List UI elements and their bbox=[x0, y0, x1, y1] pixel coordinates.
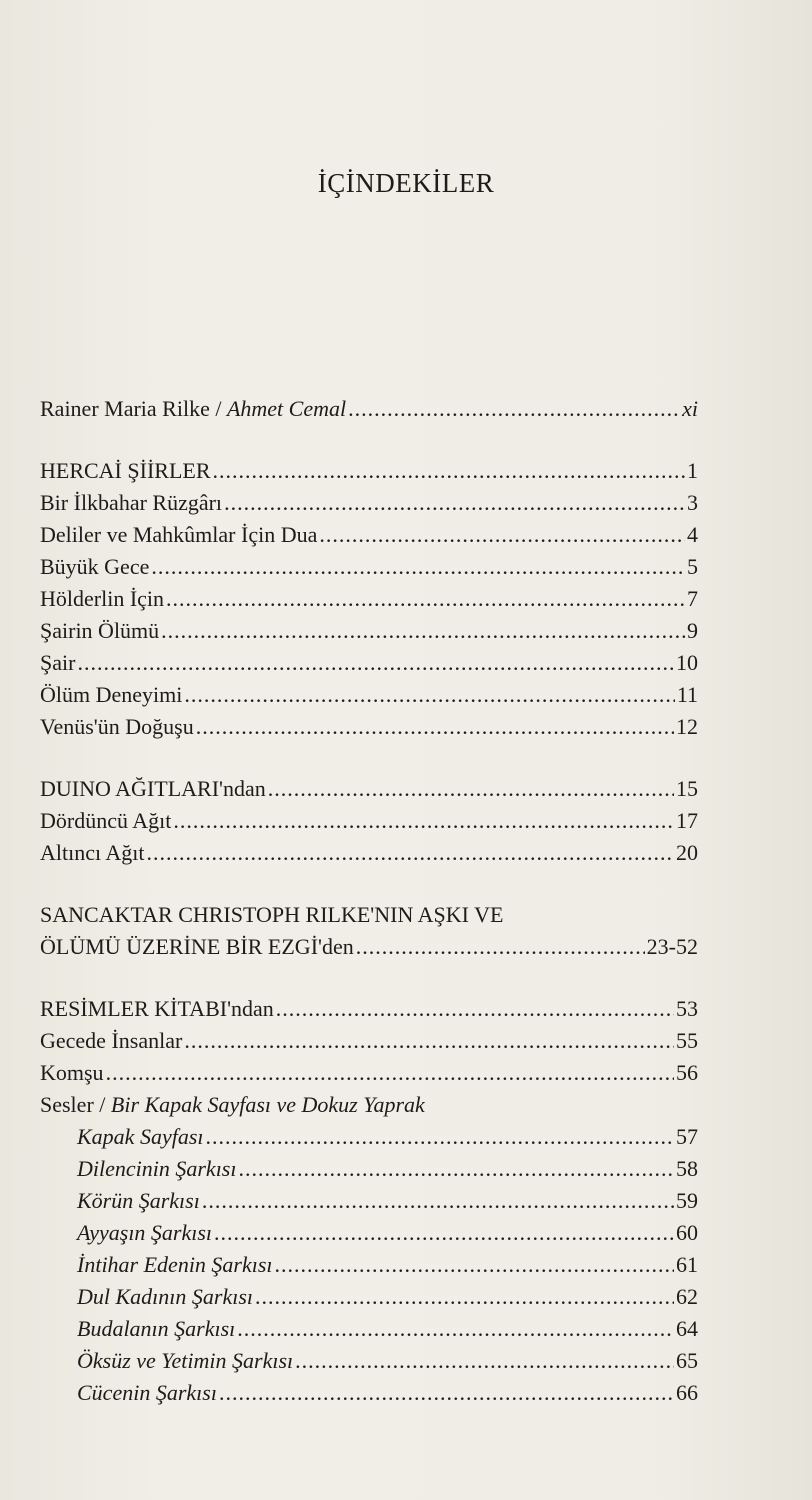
toc-entry-line2: ÖLÜMÜ ÜZERİNE BİR EZGİ'den ..... 23-52 bbox=[40, 931, 698, 963]
toc-subentry: Ayyaşın Şarkısı ..... 60 bbox=[40, 1217, 698, 1249]
dot-leader bbox=[356, 931, 645, 963]
section-sancaktar bbox=[40, 899, 698, 963]
toc-subentry: Cücenin Şarkısı ..... 66 bbox=[40, 1377, 698, 1409]
dot-leader bbox=[219, 1377, 674, 1409]
section-hercai-siirler bbox=[40, 455, 698, 743]
page-number: xi bbox=[682, 396, 698, 421]
toc-subentry: İntihar Edenin Şarkısı ..... 61 bbox=[40, 1249, 698, 1281]
page-number: 1 bbox=[687, 458, 698, 483]
toc-entry: Dördüncü Ağıt ..... 17 bbox=[40, 805, 698, 837]
toc-entry: Gecede İnsanlar ..... 55 bbox=[40, 1025, 698, 1057]
toc-subentry: Dilencinin Şarkısı ..... 58 bbox=[40, 1153, 698, 1185]
page-number: 56 bbox=[676, 1060, 698, 1085]
dot-leader bbox=[295, 1345, 674, 1377]
page-number: 11 bbox=[676, 682, 698, 707]
dot-leader bbox=[238, 1153, 674, 1185]
toc-entry: Komşu ..... 56 bbox=[40, 1057, 698, 1089]
toc-entry: Şairin Ölümü ..... 9 bbox=[40, 615, 698, 647]
page-number: 64 bbox=[676, 1316, 698, 1341]
page-number: 15 bbox=[676, 776, 698, 801]
page-number: 7 bbox=[687, 586, 698, 611]
toc-entry-sesler bbox=[40, 1089, 698, 1121]
toc-subentry: Dul Kadının Şarkısı ..... 62 bbox=[40, 1281, 698, 1313]
page-number: 23-52 bbox=[646, 934, 698, 959]
dot-leader bbox=[196, 711, 674, 743]
intro-translator: Ahmet Cemal bbox=[226, 396, 347, 421]
page-number: 10 bbox=[676, 650, 698, 675]
section-resimler-kitabi bbox=[40, 993, 698, 1409]
dot-leader bbox=[214, 1217, 674, 1249]
toc-entry: Venüs'ün Doğuşu ..... 12 bbox=[40, 711, 698, 743]
toc-entry: Altıncı Ağıt ..... 20 bbox=[40, 837, 698, 869]
toc-entry-line1: SANCAKTAR CHRISTOPH RILKE'NIN AŞKI VE bbox=[40, 902, 504, 927]
toc-entry: Hölderlin İçin ..... 7 bbox=[40, 583, 698, 615]
page-number: 3 bbox=[687, 490, 698, 515]
page-number: 17 bbox=[676, 808, 698, 833]
page-number: 55 bbox=[676, 1028, 698, 1053]
page-number: 9 bbox=[687, 618, 698, 643]
dot-leader bbox=[151, 551, 685, 583]
dot-leader bbox=[275, 1249, 674, 1281]
toc-entry: Bir İlkbahar Rüzgârı ..... 3 bbox=[40, 487, 698, 519]
toc-entry: Şair ..... 10 bbox=[40, 647, 698, 679]
dot-leader bbox=[206, 1121, 675, 1153]
dot-leader bbox=[268, 773, 674, 805]
table-of-contents bbox=[40, 393, 698, 1409]
toc-entry: HERCAİ ŞİİRLER ..... 1 bbox=[40, 455, 698, 487]
dot-leader bbox=[106, 1057, 674, 1089]
dot-leader bbox=[276, 993, 674, 1025]
toc-entry: Deliler ve Mahkûmlar İçin Dua ..... 4 bbox=[40, 519, 698, 551]
sesler-separator: / bbox=[93, 1092, 111, 1117]
dot-leader bbox=[255, 1281, 674, 1313]
dot-leader bbox=[224, 487, 685, 519]
toc-subentry: Öksüz ve Yetimin Şarkısı ..... 65 bbox=[40, 1345, 698, 1377]
dot-leader bbox=[166, 583, 685, 615]
intro-author: Rainer Maria Rilke bbox=[40, 396, 210, 421]
dot-leader bbox=[184, 679, 674, 711]
toc-subentry: Kapak Sayfası ..... 57 bbox=[40, 1121, 698, 1153]
sesler-subtitle: Bir Kapak Sayfası ve Dokuz Yaprak bbox=[110, 1092, 425, 1117]
toc-subentry: Körün Şarkısı ..... 59 bbox=[40, 1185, 698, 1217]
toc-entry: DUINO AĞITLARI'ndan ..... 15 bbox=[40, 773, 698, 805]
intro-separator: / bbox=[209, 396, 227, 421]
dot-leader bbox=[147, 837, 675, 869]
page-number: 4 bbox=[687, 522, 698, 547]
page-number: 66 bbox=[676, 1380, 698, 1405]
page-number: 53 bbox=[676, 996, 698, 1021]
dot-leader bbox=[184, 1025, 674, 1057]
dot-leader bbox=[202, 1185, 674, 1217]
dot-leader bbox=[173, 805, 674, 837]
toc-entry-intro bbox=[40, 393, 698, 425]
page-number: 58 bbox=[676, 1156, 698, 1181]
dot-leader bbox=[213, 455, 686, 487]
dot-leader bbox=[319, 519, 685, 551]
dot-leader bbox=[161, 615, 685, 647]
dot-leader bbox=[77, 647, 674, 679]
sesler-label: Sesler bbox=[40, 1092, 94, 1117]
page-number: 59 bbox=[676, 1188, 698, 1213]
dot-leader bbox=[237, 1313, 674, 1345]
dot-leader bbox=[348, 393, 680, 425]
toc-entry: Ölüm Deneyimi ..... 11 bbox=[40, 679, 698, 711]
page-title: İÇİNDEKİLER bbox=[317, 168, 495, 198]
toc-entry: RESİMLER KİTABI'ndan ..... 53 bbox=[40, 993, 698, 1025]
page-number: 61 bbox=[676, 1252, 698, 1277]
toc-entry: Büyük Gece ..... 5 bbox=[40, 551, 698, 583]
page-number: 57 bbox=[676, 1124, 698, 1149]
toc-subentry: Budalanın Şarkısı ..... 64 bbox=[40, 1313, 698, 1345]
section-duino-agitlari bbox=[40, 773, 698, 869]
page-number: 20 bbox=[676, 840, 698, 865]
page-number: 60 bbox=[676, 1220, 698, 1245]
page-number: 62 bbox=[676, 1284, 698, 1309]
page-number: 5 bbox=[687, 554, 698, 579]
page-number: 65 bbox=[676, 1348, 698, 1373]
page-number: 12 bbox=[676, 714, 698, 739]
